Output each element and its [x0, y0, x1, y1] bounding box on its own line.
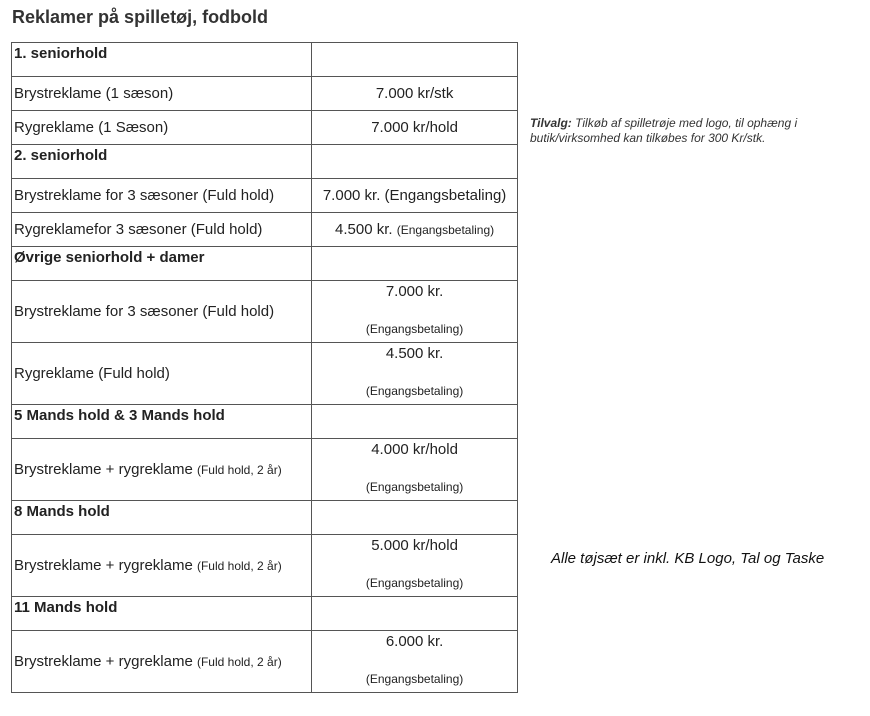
- section-heading-8-mands-hold: 8 Mands hold: [12, 501, 312, 535]
- page-title: Reklamer på spilletøj, fodbold: [12, 7, 269, 27]
- price-value: 4.000 kr/hold: [371, 441, 458, 458]
- price-value: 5.000 kr/hold: [371, 537, 458, 554]
- section-heading-ovrige-seniorhold: Øvrige seniorhold + damer: [12, 247, 312, 281]
- item-cell: Rygreklamefor 3 sæsoner (Fuld hold): [12, 213, 312, 247]
- item-cell: Brystreklame for 3 sæsoner (Fuld hold): [12, 281, 312, 343]
- table-row: [12, 405, 518, 439]
- table-row: [12, 535, 518, 597]
- item-cell: [12, 631, 312, 693]
- price-value: 6.000 kr.: [385, 633, 444, 650]
- price-cell: 7.000 kr/stk: [312, 77, 518, 111]
- price-cell: [312, 343, 518, 405]
- addon-note-text: Tilkøb af spilletrøje med logo, til ophæng i butik/virksomhed kan tilkøbes for 300 Kr/stk.: [530, 116, 798, 145]
- item-label: Brystreklame + rygreklame: [14, 653, 193, 670]
- table-row: [12, 111, 518, 145]
- table-row: [12, 597, 518, 631]
- table-row: [12, 43, 518, 77]
- price-note: (Engangsbetaling): [365, 384, 464, 398]
- empty-cell: [312, 145, 518, 179]
- item-note: (Fuld hold, 2 år): [196, 559, 282, 573]
- table-row: [12, 179, 518, 213]
- price-note: (Engangsbetaling): [365, 322, 464, 336]
- price-note: (Engangsbetaling): [365, 480, 464, 494]
- price-note: (Engangsbetaling): [396, 223, 495, 237]
- price-value: 7.000 kr.: [385, 283, 444, 300]
- item-cell: Brystreklame for 3 sæsoner (Fuld hold): [12, 179, 312, 213]
- empty-cell: [312, 501, 518, 535]
- item-label: Brystreklame + rygreklame: [14, 557, 193, 574]
- table-row: [12, 281, 518, 343]
- price-value: 4.500 kr.: [385, 345, 444, 362]
- empty-cell: [312, 247, 518, 281]
- item-cell: Rygreklame (Fuld hold): [12, 343, 312, 405]
- table-row: [12, 631, 518, 693]
- section-heading-2-seniorhold: 2. seniorhold: [12, 145, 312, 179]
- table-row: [12, 439, 518, 501]
- item-cell: Rygreklame (1 Sæson): [12, 111, 312, 145]
- table-row: [12, 247, 518, 281]
- table-row: [12, 501, 518, 535]
- item-note: (Fuld hold, 2 år): [196, 655, 282, 669]
- addon-note: [530, 116, 830, 146]
- price-cell: [312, 281, 518, 343]
- price-note: (Engangsbetaling): [365, 576, 464, 590]
- empty-cell: [312, 405, 518, 439]
- table-row: [12, 343, 518, 405]
- table-row: [12, 145, 518, 179]
- section-heading-1-seniorhold: 1. seniorhold: [12, 43, 312, 77]
- section-heading-5-3-mands-hold: 5 Mands hold & 3 Mands hold: [12, 405, 312, 439]
- price-value: 4.500 kr.: [335, 221, 393, 238]
- item-label: Brystreklame + rygreklame: [14, 461, 193, 478]
- price-cell: 7.000 kr/hold: [312, 111, 518, 145]
- addon-note-label: Tilvalg:: [530, 116, 572, 130]
- kit-includes-note: Alle tøjsæt er inkl. KB Logo, Tal og Taske: [551, 550, 825, 567]
- price-cell: [312, 213, 518, 247]
- item-note: (Fuld hold, 2 år): [196, 463, 282, 477]
- item-cell: [12, 439, 312, 501]
- table-row: [12, 77, 518, 111]
- empty-cell: [312, 43, 518, 77]
- section-heading-11-mands-hold: 11 Mands hold: [12, 597, 312, 631]
- price-cell: 7.000 kr. (Engangsbetaling): [312, 179, 518, 213]
- item-cell: [12, 535, 312, 597]
- price-cell: [312, 439, 518, 501]
- empty-cell: [312, 597, 518, 631]
- price-table: [11, 42, 518, 693]
- price-note: (Engangsbetaling): [365, 672, 464, 686]
- price-cell: [312, 631, 518, 693]
- price-cell: [312, 535, 518, 597]
- table-row: [12, 213, 518, 247]
- item-cell: Brystreklame (1 sæson): [12, 77, 312, 111]
